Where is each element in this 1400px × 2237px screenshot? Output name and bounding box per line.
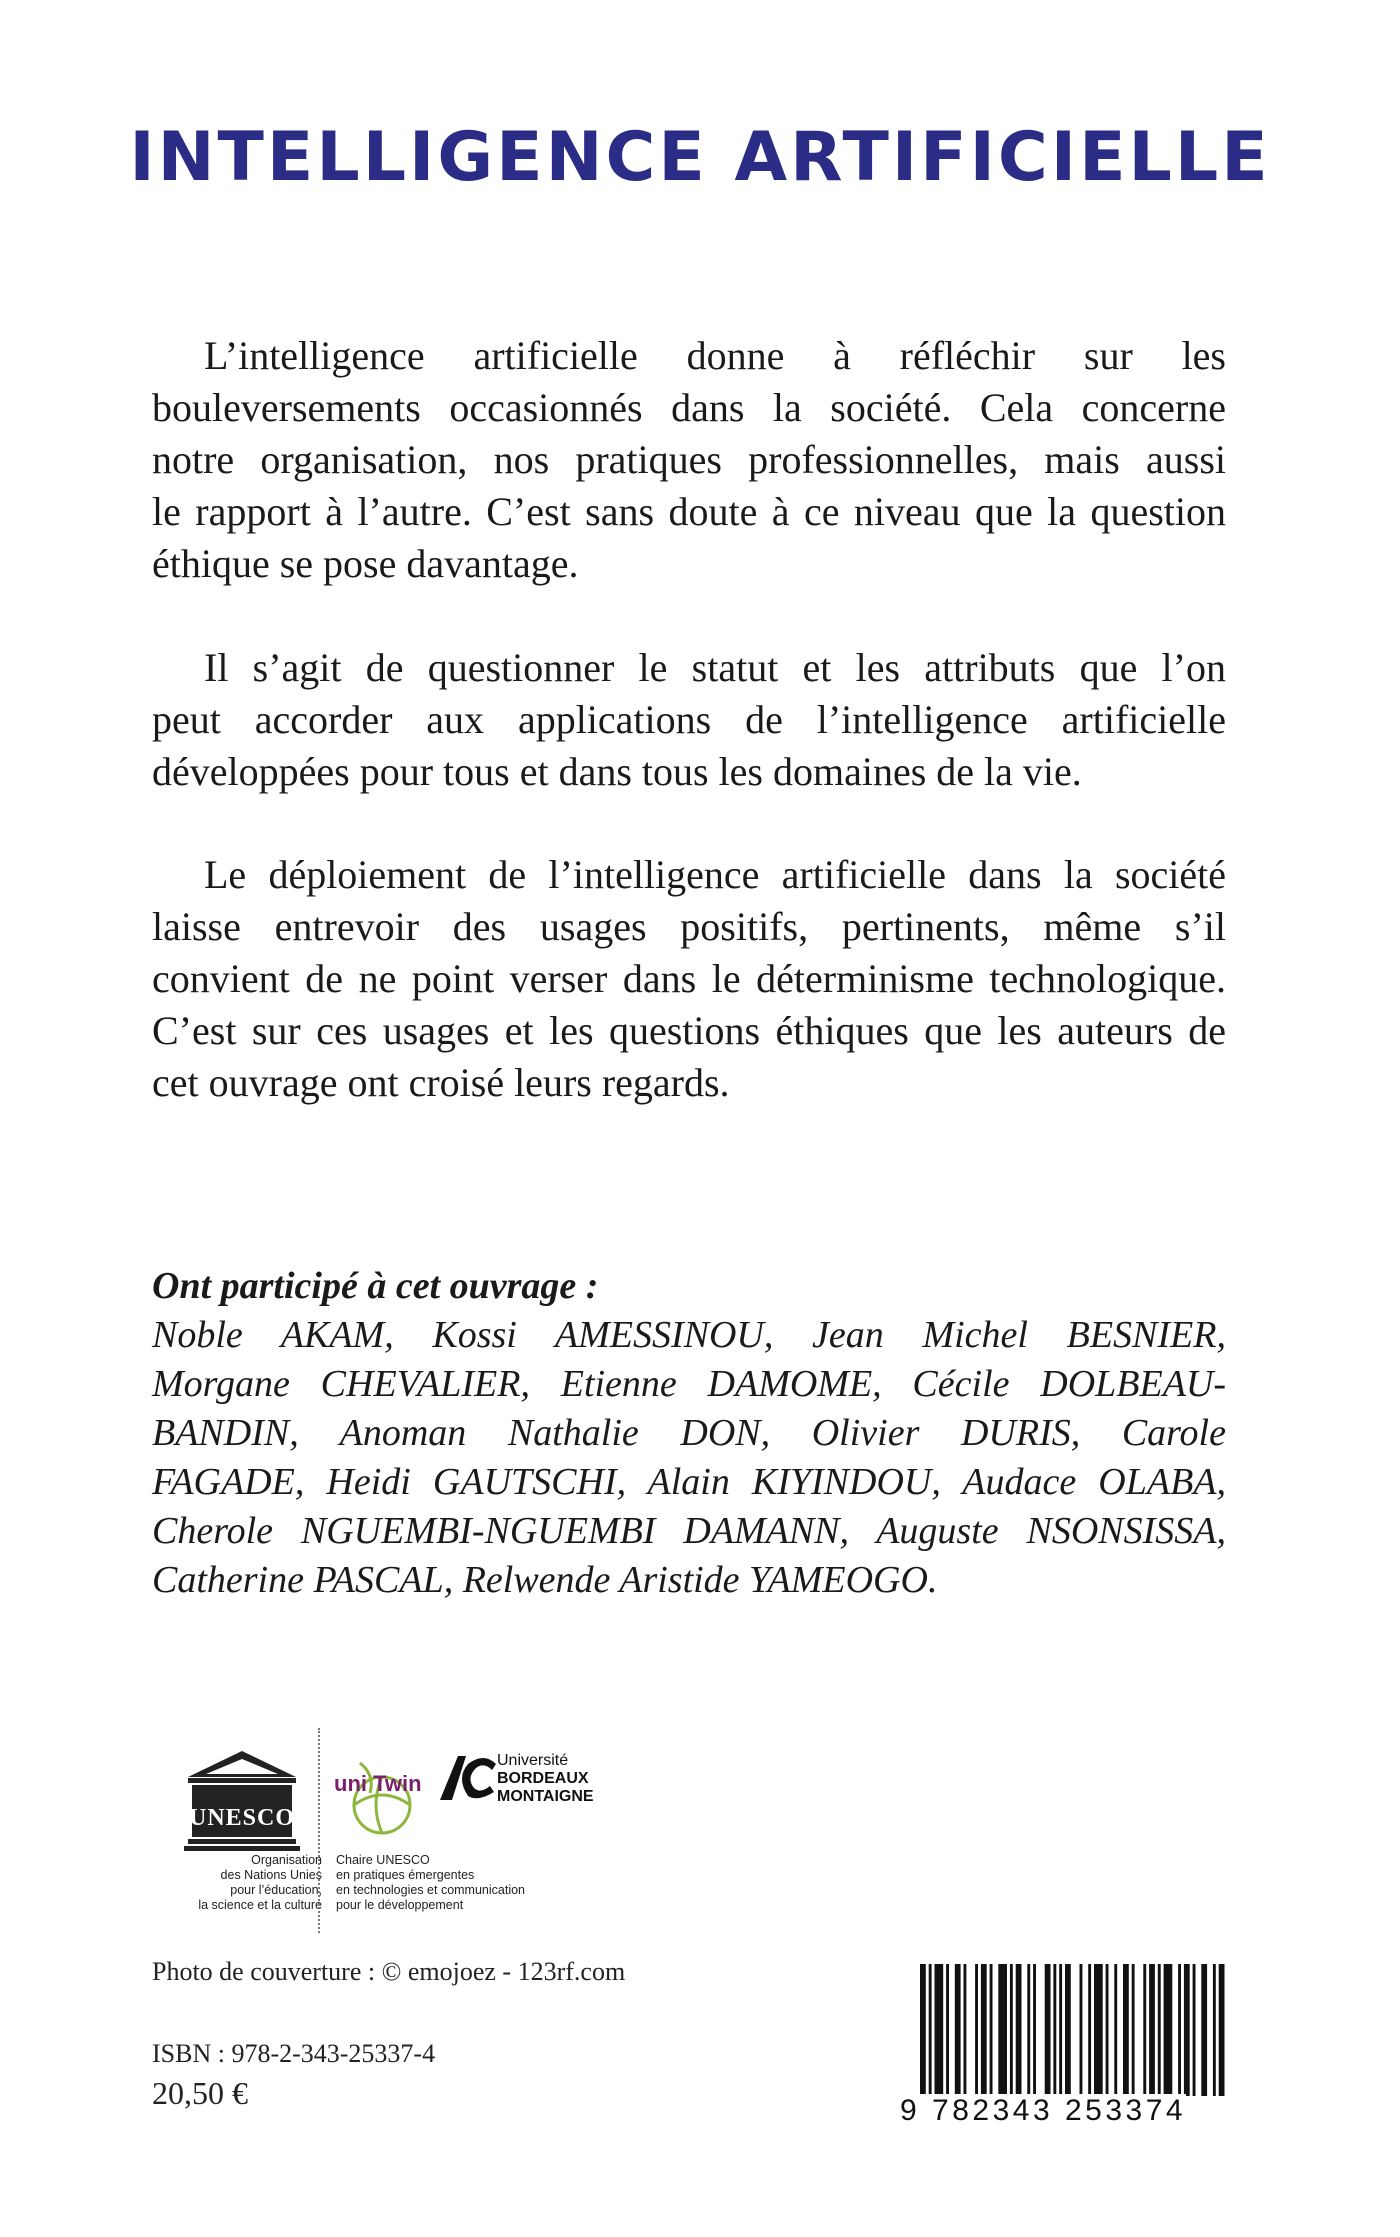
svg-text:UNESCO: UNESCO — [188, 1805, 296, 1831]
contributors-line: Morgane CHEVALIER, Etienne DAMOME, Cécile DOLBEAU- — [152, 1363, 1226, 1405]
barcode-bar — [1149, 1964, 1155, 2096]
price: 20,50 € — [152, 2075, 248, 2111]
contributors-heading: Ont participé à cet ouvrage : — [152, 1265, 599, 1307]
blurb-line: laisse entrevoir des usages positifs, pertinents, même s’il — [152, 904, 1226, 949]
university-bordeaux-montaigne-logo — [438, 1752, 498, 1802]
contributors-line: Cherole NGUEMBI-NGUEMBI DAMANN, Auguste NSONSISSA, — [152, 1510, 1226, 1552]
photo-credit: Photo de couverture : © emojoez - 123rf.com — [152, 1957, 626, 1986]
barcode-bar — [1088, 1964, 1091, 2096]
barcode-bar — [998, 1964, 1007, 2096]
unesco-caption-line: la science et la culture — [198, 1898, 322, 1912]
university-line: Université — [497, 1752, 569, 1769]
barcode-bar — [975, 1964, 978, 2096]
unesco-caption-line: pour l’éducation, — [230, 1883, 322, 1897]
contributors-line: Catherine PASCAL, Relwende Aristide YAMEOGO. — [152, 1559, 938, 1601]
barcode-bar — [1184, 1964, 1190, 2096]
chaire-caption-line: en technologies et communication — [336, 1883, 526, 1897]
chaire-caption-line: en pratiques émergentes — [336, 1868, 475, 1882]
barcode-bar — [1132, 1964, 1135, 2096]
barcode-bar — [929, 1964, 932, 2096]
barcode-bar — [1053, 1964, 1056, 2096]
unesco-caption-line: des Nations Unies — [220, 1868, 322, 1882]
isbn: ISBN : 978-2-343-25337-4 — [152, 2039, 436, 2068]
barcode-bar — [1178, 1964, 1181, 2096]
university-line: BORDEAUX — [497, 1770, 589, 1787]
chaire-caption — [336, 1853, 596, 1913]
blurb-line: cet ouvrage ont croisé leurs regards. — [152, 1060, 730, 1105]
blurb-paragraph-3 — [152, 849, 1226, 1109]
contributors-line: FAGADE, Heidi GAUTSCHI, Alain KIYINDOU, Audace OLABA, — [152, 1461, 1226, 1503]
blurb-line: C’est sur ces usages et les questions éthiques que les auteurs de — [152, 1008, 1226, 1053]
barcode-bar — [990, 1964, 993, 2096]
unesco-caption — [152, 1853, 322, 1913]
chaire-caption-line: Chaire UNESCO — [336, 1853, 430, 1867]
barcode-bar — [1027, 1964, 1030, 2096]
blurb-line: convient de ne point verser dans le déterminisme technologique. — [152, 956, 1226, 1001]
barcode-bar — [935, 1964, 944, 2096]
barcode-bar — [1114, 1964, 1117, 2096]
contributors-line: Noble AKAM, Kossi AMESSINOU, Jean Michel BESNIER, — [152, 1314, 1226, 1356]
logo-divider — [318, 1728, 320, 1933]
unesco-caption-line: Organisation — [251, 1853, 322, 1867]
blurb-paragraph-1 — [152, 330, 1226, 590]
barcode-bar — [1106, 1964, 1109, 2096]
blurb-line: Le déploiement de l’intelligence artificielle dans la société — [204, 852, 1226, 897]
barcode-bar — [1219, 1964, 1225, 2096]
unitwin-logo — [330, 1745, 430, 1845]
barcode-bar — [1158, 1964, 1161, 2096]
barcode-bar — [1045, 1964, 1051, 2096]
barcode-bar — [1213, 1964, 1216, 2096]
barcode-bar — [1059, 1964, 1062, 2096]
barcode-bar — [955, 1964, 961, 2096]
barcode-bar — [964, 1964, 967, 2096]
barcode-bar — [981, 1964, 987, 2096]
barcode-bar — [1065, 1964, 1071, 2096]
university-line: MONTAIGNE — [497, 1788, 594, 1805]
barcode-bar — [920, 1964, 926, 2096]
blurb-line: notre organisation, nos pratiques professionnelles, mais aussi — [152, 437, 1226, 482]
blurb-line: développées pour tous et dans tous les domaines de la vie. — [152, 749, 1082, 794]
barcode-bar — [1010, 1964, 1013, 2096]
unesco-logo — [182, 1747, 302, 1857]
barcode-bar — [1143, 1964, 1146, 2096]
barcode-bar — [946, 1964, 949, 2096]
barcode-digits: 9 782343 253374 — [900, 2094, 1187, 2127]
blurb-line: L’intelligence artificielle donne à réfléchir sur les — [204, 333, 1226, 378]
barcode-bar — [1201, 1964, 1207, 2096]
barcode-bar — [1094, 1964, 1103, 2096]
barcode-bar — [1123, 1964, 1129, 2096]
contributors-block — [152, 1262, 1226, 1605]
barcode-bar — [1193, 1964, 1196, 2096]
blurb-paragraph-2 — [152, 642, 1226, 798]
blurb-line: Il s’agit de questionner le statut et les attributs que l’on — [204, 645, 1226, 690]
book-title: INTELLIGENCE ARTIFICIELLE — [129, 118, 1271, 197]
blurb-line: éthique se pose davantage. — [152, 541, 579, 586]
svg-text:uni Twin: uni Twin — [334, 1771, 422, 1796]
blurb-line: bouleversements occasionnés dans la société. Cela concerne — [152, 385, 1226, 430]
barcode-bar — [1033, 1964, 1036, 2096]
chaire-caption-line: pour le développement — [336, 1898, 464, 1912]
barcode-bar — [1164, 1964, 1173, 2096]
contributors-line: BANDIN, Anoman Nathalie DON, Olivier DURIS, Carole — [152, 1412, 1226, 1454]
blurb-line: peut accorder aux applications de l’intelligence artificielle — [152, 697, 1226, 742]
blurb-line: le rapport à l’autre. C’est sans doute à ce niveau que la question — [152, 489, 1226, 534]
barcode-bar — [1080, 1964, 1083, 2096]
barcode-bar — [1016, 1964, 1022, 2096]
university-name — [497, 1752, 677, 1806]
